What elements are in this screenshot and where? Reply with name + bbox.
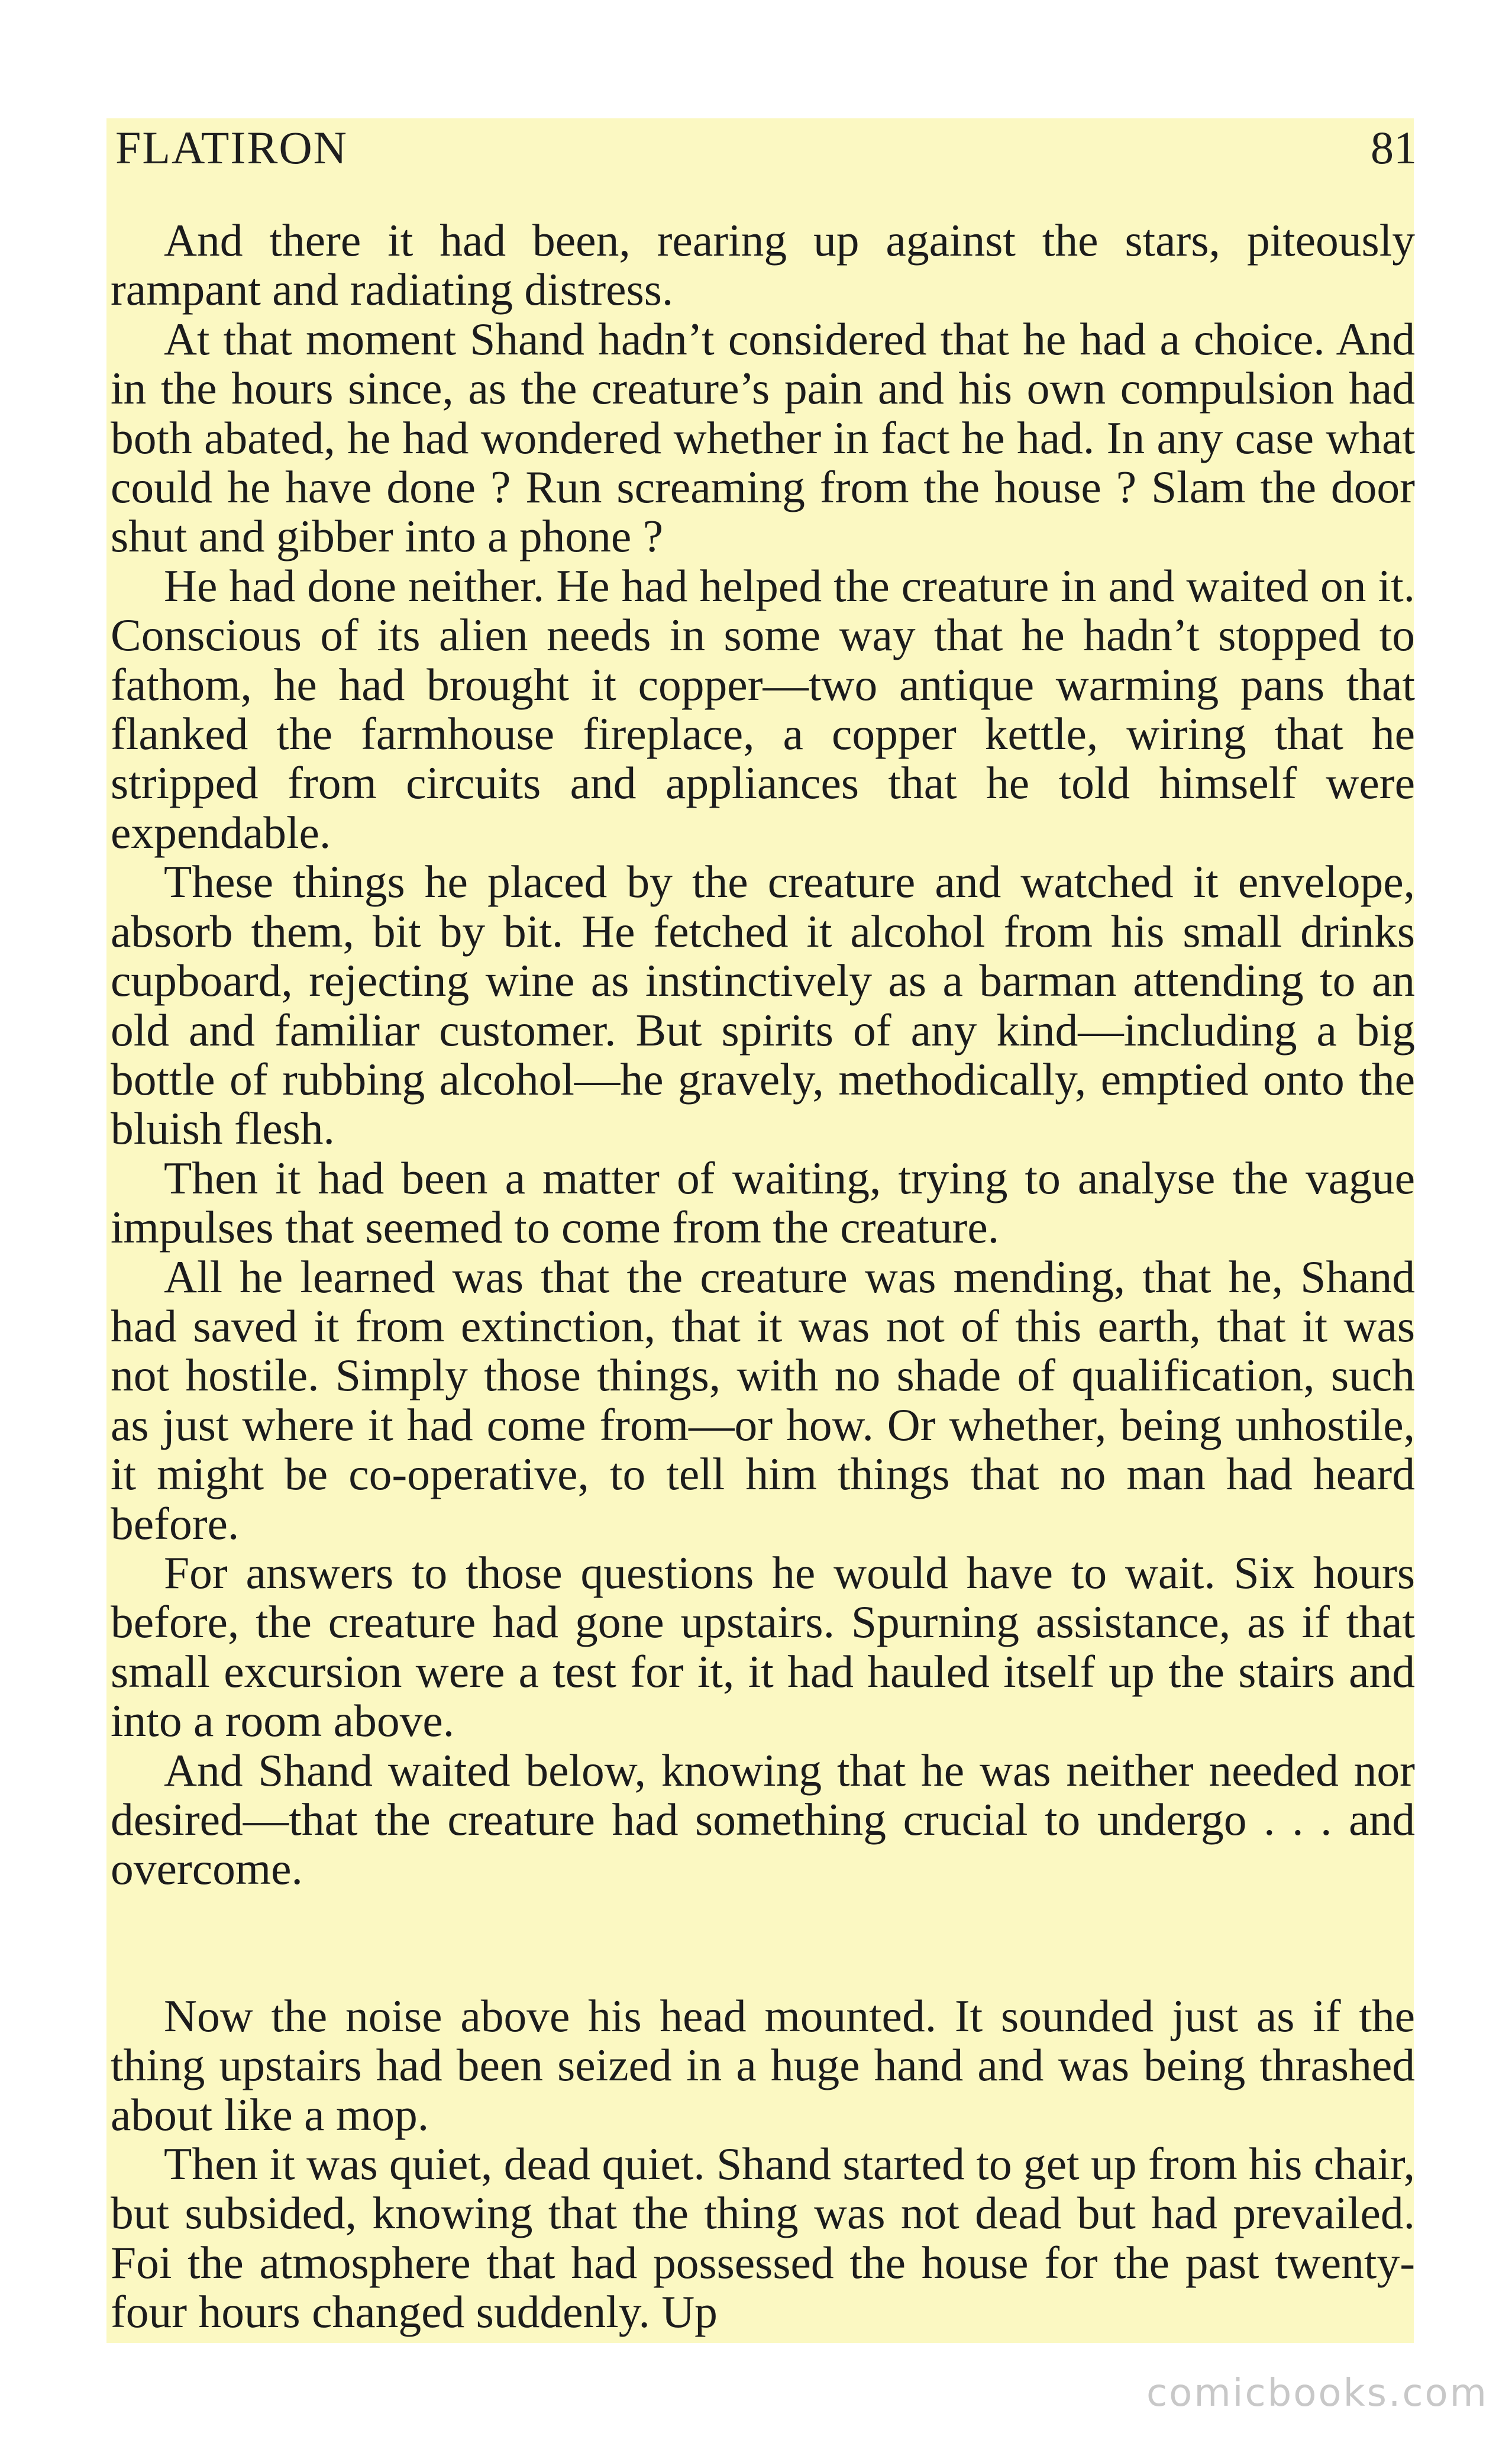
- running-head: [115, 115, 1417, 180]
- paragraph: Then it had been a matter of waiting, trying to analyse the vague impulses that seemed to come from the creature.: [111, 1152, 1415, 1253]
- paragraph: For answers to those questions he would have to wait. Six hours before, the creature had gone upstairs. Spurning assistance, as if that small excursion were a test for it, it had hauled itself up the stairs and into a room above.: [111, 1547, 1415, 1747]
- running-title: FLATIRON: [115, 122, 348, 173]
- paragraph: Now the noise above his head mounted. It sounded just as if the thing upstairs had been seized in a huge hand and was being thrashed about like a mop.: [111, 1990, 1415, 2140]
- paragraph: Then it was quiet, dead quiet. Shand started to get up from his chair, but subsided, knowing that the thing was not dead but had prevailed. Foi the atmosphere that had possessed the house for the past twenty-four hours changed suddenly. Up: [111, 2138, 1415, 2338]
- page-number: 81: [1371, 122, 1417, 173]
- paragraph: And Shand waited below, knowing that he was neither needed nor desired—that the creature had something crucial to undergo . . . and overcome.: [111, 1744, 1415, 1895]
- watermark: comicbooks.com: [1146, 2371, 1488, 2415]
- paragraph: These things he placed by the creature and watched it envelope, absorb them, bit by bit. He fetched it alcohol from his small drinks cupboard, rejecting wine as instinctively as a barman attending to an old and familiar customer. But spirits of any kind—including a big bottle of rubbing alcohol—he gravely, methodically, emptied onto the bluish flesh.: [111, 856, 1415, 1154]
- paragraph: All he learned was that the creature was mending, that he, Shand had saved it from extinction, that it was not of this earth, that it was not hostile. Simply those things, with no shade of qualification, such as just where it had come from—or how. Or whether, being unhostile, it might be co-operative, to tell him things that no man had heard before.: [111, 1251, 1415, 1549]
- body-text: [111, 216, 1415, 2337]
- paragraph: He had done neither. He had helped the creature in and waited on it. Conscious of its alien needs in some way that he hadn’t stopped to fathom, he had brought it copper—two antique warming pans that flanked the farmhouse fireplace, a copper kettle, wiring that he stripped from circuits and appliances that he told himself were expendable.: [111, 560, 1415, 858]
- paragraph: And there it had been, rearing up against the stars, piteously rampant and radiating distress.: [111, 215, 1415, 315]
- section-break: [111, 1894, 1415, 1992]
- paragraph: At that moment Shand hadn’t considered that he had a choice. And in the hours since, as the creature’s pain and his own compulsion had both abated, he had wondered whether in fact he had. In any case what could he have done ? Run screaming from the house ? Slam the door shut and gibber into a phone ?: [111, 313, 1415, 562]
